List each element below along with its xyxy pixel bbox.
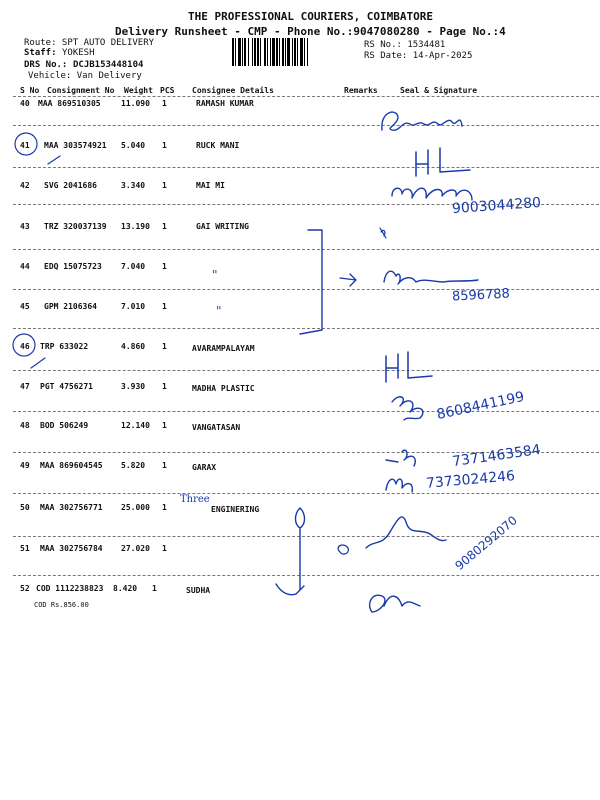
row-consignment: PGT 4756271 bbox=[40, 382, 93, 391]
row-weight: 8.420 bbox=[113, 584, 138, 593]
row-weight: 3.340 bbox=[121, 181, 146, 190]
rs-number: RS No.: 1534481 bbox=[364, 40, 446, 50]
row-sno: 52 bbox=[20, 584, 30, 593]
handwritten-phone: 9080292070 bbox=[452, 513, 520, 573]
row-weight: 7.010 bbox=[121, 302, 146, 311]
row-consignee: RAMASH KUMAR bbox=[196, 99, 254, 108]
drs-number: DCJB153448104 bbox=[73, 60, 144, 70]
row-pcs: 1 bbox=[162, 99, 167, 108]
row-pcs: 1 bbox=[162, 181, 167, 190]
col-weight: Weight bbox=[124, 86, 153, 95]
signature-hl bbox=[386, 352, 432, 382]
signature-hl bbox=[416, 148, 470, 176]
signature-scribble bbox=[392, 188, 472, 200]
row-sno: 51 bbox=[20, 544, 30, 553]
col-signature: Seal & Signature bbox=[400, 86, 478, 95]
row-consignment: MAA 869510305 bbox=[38, 99, 101, 108]
row-sno: 42 bbox=[20, 181, 30, 190]
row-sno: 41 bbox=[20, 141, 30, 150]
signature-scribble bbox=[392, 397, 423, 420]
signature-scribble bbox=[382, 112, 462, 130]
handwritten-phone: 7373024246 bbox=[425, 468, 516, 492]
row-consignee: SUDHA bbox=[186, 586, 211, 595]
col-consignee: Consignee Details bbox=[192, 86, 274, 95]
row-sno: 44 bbox=[20, 262, 30, 271]
row-consignee: VANGATASAN bbox=[192, 423, 241, 432]
row-pcs: 1 bbox=[162, 461, 167, 470]
row-consignment: EDQ 15075723 bbox=[44, 262, 102, 271]
row-consignment: COD 1112238823 bbox=[36, 584, 104, 593]
handwritten-phone: 8608441199 bbox=[435, 388, 526, 424]
row-pcs: 1 bbox=[152, 584, 157, 593]
staff-name: YOKESH bbox=[62, 48, 95, 58]
bracket-mark bbox=[300, 230, 322, 334]
drs-label: DRS No.: bbox=[24, 60, 68, 70]
row-pcs: 1 bbox=[162, 503, 167, 512]
tick-mark bbox=[380, 228, 386, 238]
vehicle-text: Vehicle: Van Delivery bbox=[28, 71, 142, 81]
row-pcs: 1 bbox=[162, 382, 167, 391]
col-sno: S No bbox=[20, 86, 40, 95]
row-consignment: MAA 302756771 bbox=[40, 503, 103, 512]
handwritten-phone: 7371463584 bbox=[451, 441, 542, 471]
row-sno: 45 bbox=[20, 302, 30, 311]
row-consignee: AVARAMPALAYAM bbox=[192, 344, 255, 353]
cod-note: COD Rs.856.00 bbox=[34, 601, 89, 609]
company-title: THE PROFESSIONAL COURIERS, COIMBATORE bbox=[188, 10, 434, 23]
circle-mark bbox=[15, 133, 37, 155]
row-consignment: MAA 302756784 bbox=[40, 544, 103, 553]
row-sno: 47 bbox=[20, 382, 30, 391]
col-remarks: Remarks bbox=[344, 86, 378, 95]
row-weight: 25.000 bbox=[121, 503, 150, 512]
row-sno: 48 bbox=[20, 421, 30, 430]
row-weight: 7.040 bbox=[121, 262, 146, 271]
circle-mark bbox=[13, 334, 35, 356]
row-pcs: 1 bbox=[162, 262, 167, 271]
row-weight: 11.090 bbox=[121, 99, 150, 108]
signature-scribble bbox=[366, 517, 446, 548]
rs-date: RS Date: 14-Apr-2025 bbox=[364, 51, 473, 61]
tick-mark bbox=[31, 358, 45, 368]
signature-scribble bbox=[386, 450, 415, 466]
row-consignee: RUCK MANI bbox=[196, 141, 240, 150]
row-pcs: 1 bbox=[162, 544, 167, 553]
staff-label: Staff: bbox=[24, 48, 57, 58]
ditto-mark: " bbox=[216, 304, 222, 318]
row-weight: 4.860 bbox=[121, 342, 146, 351]
row-sno: 43 bbox=[20, 222, 30, 231]
tick-mark bbox=[48, 156, 60, 164]
row-consignment: TRP 633022 bbox=[40, 342, 89, 351]
row-pcs: 1 bbox=[162, 141, 167, 150]
flower-drawing bbox=[296, 508, 305, 590]
row-weight: 27.020 bbox=[121, 544, 150, 553]
row-weight: 3.930 bbox=[121, 382, 146, 391]
row-weight: 5.820 bbox=[121, 461, 146, 470]
row-pcs: 1 bbox=[162, 222, 167, 231]
handwritten-prefix: Three bbox=[180, 494, 210, 505]
row-weight: 5.040 bbox=[121, 141, 146, 150]
ditto-mark: " bbox=[212, 268, 218, 282]
row-sno: 46 bbox=[20, 342, 30, 351]
row-pcs: 1 bbox=[162, 302, 167, 311]
signature-scribble bbox=[370, 595, 420, 612]
signature-scribble bbox=[386, 479, 412, 492]
row-sno: 50 bbox=[20, 503, 30, 512]
row-pcs: 1 bbox=[162, 342, 167, 351]
row-sno: 40 bbox=[20, 99, 30, 108]
row-consignee: GARAX bbox=[192, 463, 217, 472]
handwritten-phone: 9003044280 bbox=[451, 194, 542, 218]
circle-mark bbox=[338, 545, 348, 554]
row-consignment: MAA 869604545 bbox=[40, 461, 103, 470]
row-consignee: MADHA PLASTIC bbox=[192, 384, 255, 393]
row-consignee: GAI WRITING bbox=[196, 222, 249, 231]
route-text: Route: SPT AUTO DELIVERY bbox=[24, 38, 155, 48]
row-consignment: SVG 2041686 bbox=[44, 181, 97, 190]
runsheet-subtitle: Delivery Runsheet - CMP - Phone No.:9047080280 - Page No.:4 bbox=[115, 25, 506, 38]
col-consignment: Consignment No bbox=[47, 86, 115, 95]
signature-scribble bbox=[384, 271, 478, 284]
row-consignee: MAI MI bbox=[196, 181, 225, 190]
row-consignment: GPM 2106364 bbox=[44, 302, 97, 311]
row-consignment: TRZ 320037139 bbox=[44, 222, 107, 231]
row-sno: 49 bbox=[20, 461, 30, 470]
col-pcs: PCS bbox=[160, 86, 175, 95]
handwritten-phone: 8596788 bbox=[451, 286, 511, 305]
row-consignment: BOD 506249 bbox=[40, 421, 89, 430]
row-weight: 13.190 bbox=[121, 222, 150, 231]
row-weight: 12.140 bbox=[121, 421, 150, 430]
row-pcs: 1 bbox=[162, 421, 167, 430]
row-consignment: MAA 303574921 bbox=[44, 141, 107, 150]
row-consignee: ENGINERING bbox=[211, 505, 260, 514]
arrow-mark bbox=[340, 274, 356, 286]
